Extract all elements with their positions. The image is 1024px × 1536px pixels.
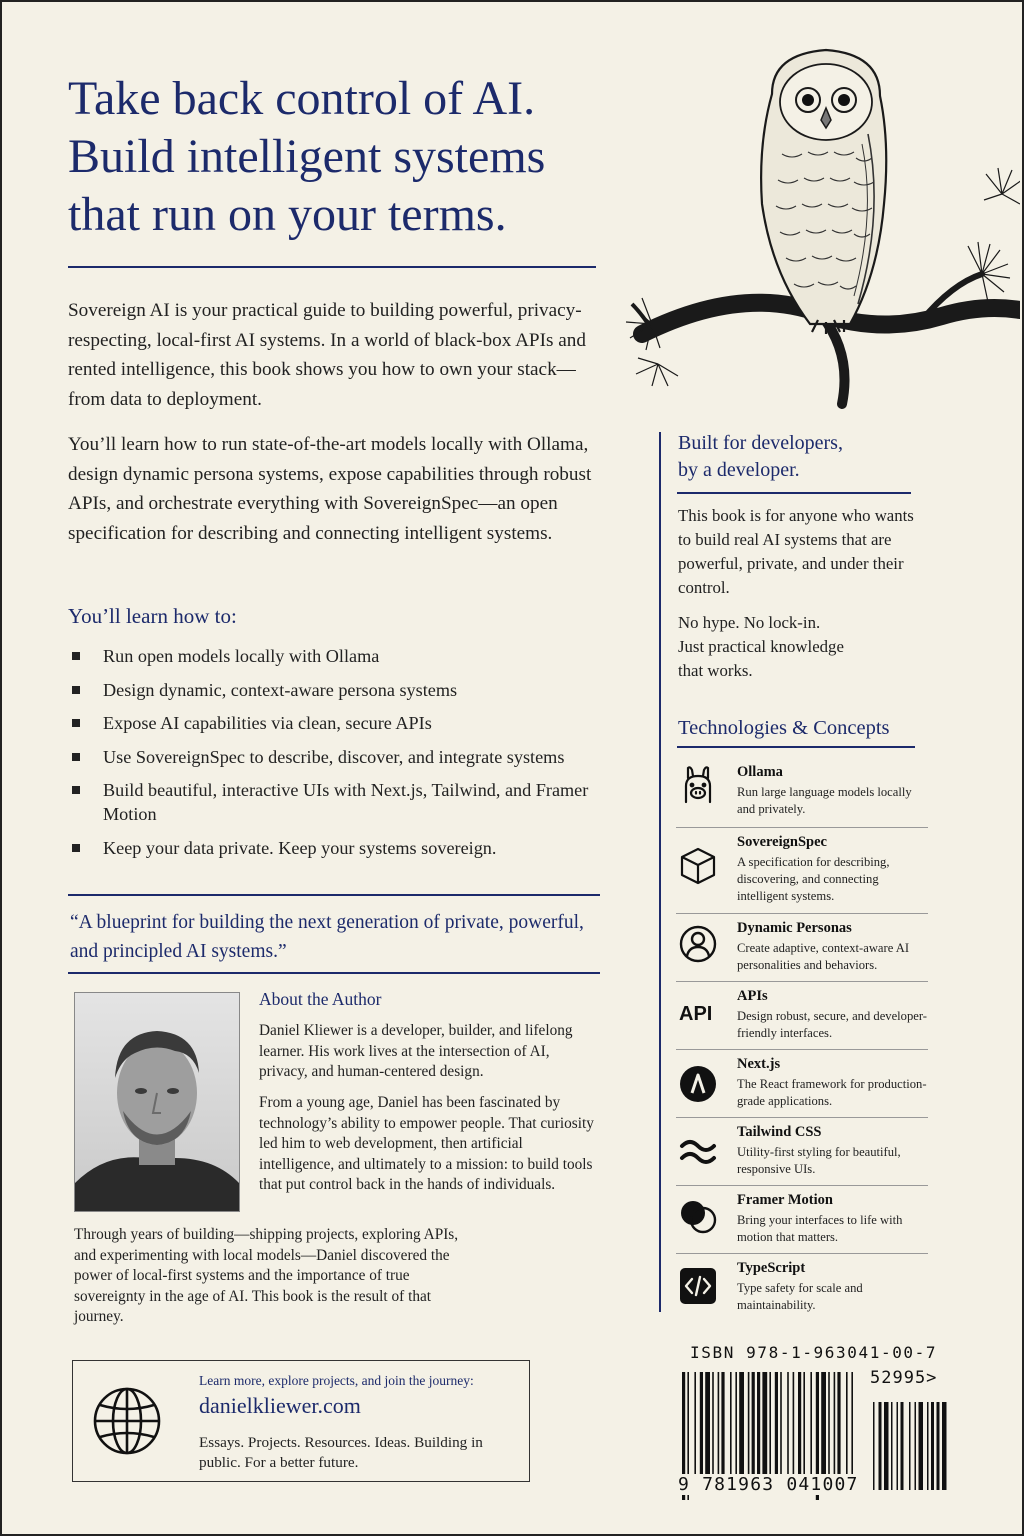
api-icon-text: API (679, 1003, 713, 1025)
barcode-bar (730, 1372, 732, 1490)
barcode-bar (846, 1372, 848, 1490)
learn-item: Expose AI capabilities via clean, secure APIs (68, 711, 608, 735)
barcode-bar (851, 1372, 853, 1490)
learn-list (68, 644, 608, 869)
api-icon (678, 992, 718, 1032)
learn-item: Build beautiful, interactive UIs with Next.js, Tailwind, and Framer Motion (68, 778, 608, 826)
headline-line-3: that run on your terms. (68, 188, 507, 241)
code-icon (678, 1266, 718, 1306)
learn-item: Use SovereignSpec to describe, discover, and integrate systems (68, 745, 608, 769)
headline-line-2: Build intelligent systems (68, 130, 546, 183)
author-bio-1: Daniel Kliewer is a developer, builder, and lifelong learner. His work lives at the intersection of AI, privacy, and human-centered design. (259, 1022, 573, 1080)
barcode-bar (769, 1372, 771, 1490)
tech-item-sovereignspec (676, 828, 928, 914)
tech-desc: The React framework for production-grade applications. (737, 1077, 927, 1108)
built-heading-line-2: by a developer. (678, 459, 800, 481)
learn-heading: You’ll learn how to: (68, 604, 237, 628)
tech-item-tailwind (676, 1118, 928, 1186)
barcode-bar (712, 1372, 714, 1490)
learn-item: Keep your data private. Keep your systems sovereign. (68, 836, 608, 860)
learn-item: Run open models locally with Ollama (68, 644, 608, 668)
barcode-bar (718, 1372, 720, 1490)
price-code: 52995> (870, 1368, 938, 1388)
tech-desc: Type safety for scale and maintainability. (737, 1281, 863, 1312)
sidebar-rule (659, 432, 661, 1312)
barcode-bar (897, 1402, 899, 1490)
tech-item-dynamic-personas (676, 914, 928, 982)
llama-icon (678, 764, 718, 804)
author-photo (74, 992, 240, 1212)
barcode-number: 9 781963 041007 (678, 1474, 859, 1495)
tech-item-typescript (676, 1254, 928, 1322)
quote-top-rule (68, 894, 600, 896)
barcode-bar (705, 1372, 710, 1490)
tech-name: APIs (737, 988, 768, 1004)
built-closing-line-2: Just practical knowledge (678, 637, 844, 656)
learn-item: Design dynamic, context-aware persona systems (68, 678, 608, 702)
tech-name: SovereignSpec (737, 834, 827, 850)
barcode-bar (757, 1372, 760, 1490)
built-heading-line-1: Built for developers, (678, 432, 843, 454)
nextjs-icon (678, 1064, 718, 1104)
tech-item-framer-motion (676, 1186, 928, 1254)
author-bio-3: Through years of building—shipping projects, exploring APIs, and experimenting with local models—Daniel discovered the power of local-first systems and the importance of true sovereignty in the age of AI. This book is the result of that journey. (74, 1226, 459, 1325)
barcode-bar (787, 1372, 789, 1490)
tech-list (676, 758, 928, 1322)
barcode-bar (721, 1372, 724, 1490)
tech-name: Dynamic Personas (737, 920, 852, 936)
framer-motion-icon (678, 1196, 718, 1236)
barcode-bar (927, 1402, 929, 1490)
barcode-bar (775, 1372, 778, 1490)
website-tagline: Essays. Projects. Resources. Ideas. Building in public. For a better future. (199, 1434, 483, 1471)
author-bio-2: From a young age, Daniel has been fascinated by technology’s ability to empower people. That curiosity led him to web development, then artificial intelligence, and ultimately to a mission: to build tools that put control back in the hands of individuals. (259, 1094, 594, 1193)
barcode-bar (901, 1402, 904, 1490)
pull-quote: “A blueprint for building the next generation of private, powerful, and principled AI systems.” (70, 912, 584, 962)
barcode-bar (834, 1372, 836, 1490)
tech-name: Next.js (737, 1056, 781, 1072)
barcode-bar (931, 1402, 934, 1490)
intro-paragraph-2: You’ll learn how to run state-of-the-art models locally with Ollama, design dynamic persona systems, expose capabilities through robust APIs, and orchestrate everything with SovereignSpec—an open specification for describing and connecting intelligent systems. (68, 434, 592, 544)
barcode-bar (798, 1372, 801, 1490)
barcode-bar (735, 1372, 737, 1490)
barcode-bar (803, 1372, 805, 1490)
built-divider (677, 492, 911, 494)
globe-icon (91, 1385, 163, 1457)
barcode-bar (739, 1372, 744, 1490)
tech-desc: Bring your interfaces to life with motion that matters. (737, 1213, 903, 1244)
built-heading (678, 430, 843, 484)
tech-item-ollama (676, 758, 928, 828)
built-closing-line-3: that works. (678, 661, 753, 680)
tech-divider (677, 746, 915, 748)
barcode-bar (915, 1402, 917, 1490)
isbn-label: ISBN 978-1-963041-00-7 (690, 1343, 938, 1362)
person-circle-icon (678, 924, 718, 964)
barcode-bar (748, 1372, 750, 1490)
tech-name: Framer Motion (737, 1192, 833, 1208)
barcode-bar (879, 1402, 882, 1490)
tech-heading: Technologies & Concepts (678, 717, 890, 739)
barcode-bar (752, 1372, 755, 1490)
tech-item-nextjs (676, 1050, 928, 1118)
barcode-bar (909, 1402, 911, 1490)
cube-icon (678, 846, 718, 886)
barcode-bar (762, 1372, 767, 1490)
barcode-bar (873, 1402, 875, 1490)
tech-desc: Create adaptive, context-aware AI personalities and behaviors. (737, 941, 910, 972)
barcode-bar (821, 1372, 826, 1490)
tech-name: Tailwind CSS (737, 1124, 822, 1140)
barcode-bar (884, 1402, 889, 1490)
tech-name: TypeScript (737, 1260, 806, 1276)
tech-desc: Run large language models locally and privately. (737, 785, 912, 816)
barcode-bar (700, 1372, 703, 1490)
built-closing-line-1: No hype. No lock-in. (678, 613, 821, 632)
tech-desc: A specification for describing, discovering, and connecting intelligent systems. (737, 855, 890, 903)
tailwind-icon (678, 1130, 718, 1170)
built-paragraph: This book is for anyone who wants to build real AI systems that are powerful, private, and under their control. (678, 506, 914, 597)
owl-illustration (622, 34, 1020, 414)
barcode-bar (828, 1372, 830, 1490)
headline-divider (68, 266, 596, 268)
website-box (72, 1360, 530, 1482)
headline (68, 70, 628, 244)
barcode-bar (919, 1402, 924, 1490)
barcode-bar (891, 1402, 893, 1490)
intro-paragraph-1: Sovereign AI is your practical guide to building powerful, privacy-respecting, local-first AI systems. In a world of black-box APIs and rented intelligence, this book shows you how to own your stack—from data to deployment. (68, 300, 586, 410)
tech-name: Ollama (737, 764, 783, 780)
tech-desc: Design robust, secure, and developer-friendly interfaces. (737, 1009, 927, 1040)
tech-item-apis (676, 982, 928, 1050)
tech-desc: Utility-first styling for beautiful, responsive UIs. (737, 1145, 901, 1176)
built-closing (678, 611, 918, 683)
barcode-bar (810, 1372, 812, 1490)
barcode-bar (694, 1372, 696, 1490)
barcode-bar (837, 1372, 840, 1490)
barcode-bar (793, 1372, 795, 1490)
barcode-bar (937, 1402, 940, 1490)
website-url[interactable]: danielkliewer.com (199, 1393, 361, 1418)
barcode-bar (780, 1372, 782, 1490)
barcode-bar (942, 1402, 947, 1490)
website-invite: Learn more, explore projects, and join the journey: (199, 1373, 474, 1388)
headline-line-1: Take back control of AI. (68, 72, 536, 125)
quote-bottom-rule (68, 972, 600, 974)
author-heading: About the Author (259, 989, 382, 1009)
